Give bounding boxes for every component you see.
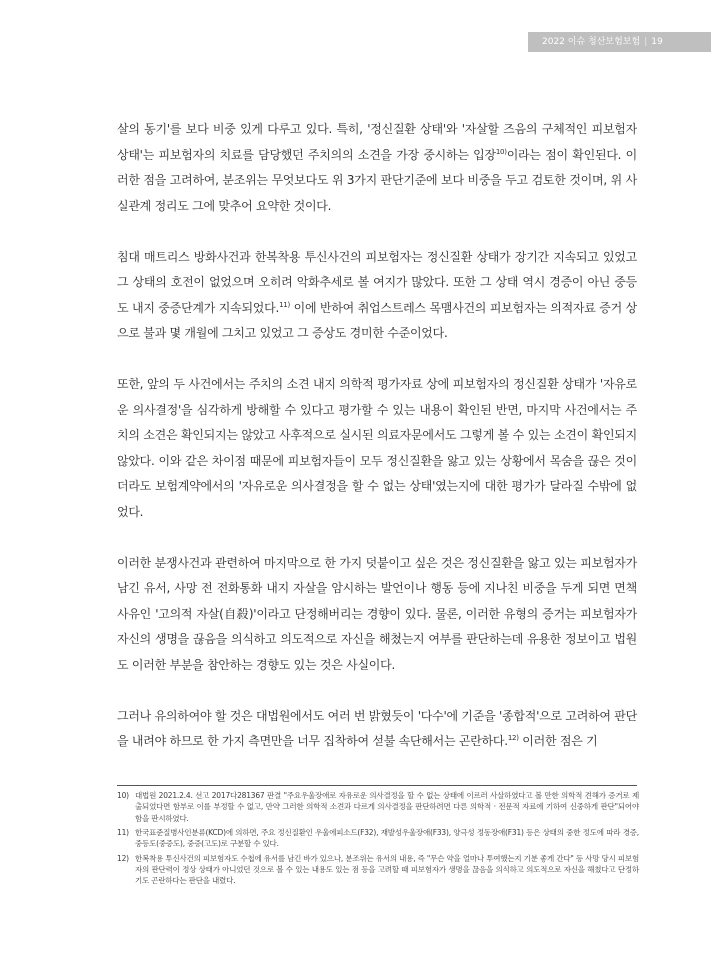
footnote-text: 대법원 2021.2.4. 선고 2017다281367 판결 "주요우울장애로 자유로운 의사결정을 할 수 없는 상태에 이르러 사살하였다고 볼 만한 의학적 견해가 증거로 제출되었다면 함부로 이를 부정할 수 없고, 만약 그러한 의학적 소견과 다르게 의사결정을 판단하려면 다른 의학적 · 전문적 자료에 기하여 신중하게 판단"되어야 함을 판시하였다. <box>135 791 639 823</box>
footnote-divider <box>117 785 637 786</box>
paragraph-5 <box>117 704 637 755</box>
paragraph-2-text-a: 침대 매트리스 방화사건과 한복착용 투신사건의 피보험자는 정신질환 상태가 장기간 지속되고 있었고 그 상태의 호전이 없었으며 오히려 악화추세로 볼 여지가 많았다. 또한 그 상태 역시 경증이 아닌 중등도 내지 중증단계가 지속되었다. <box>117 249 637 315</box>
footnote-ref-12: 12) <box>507 734 519 742</box>
footnote-text: 한국표준질병사인분류(KCD)에 의하면, 주요 정신질환인 우울에피소드(F32), 재발성우울장애(F33), 양극성 정동장애(F31) 등은 상태의 중한 정도에 따라 경증, 중등도(중증도), 중증(고도)로 구분할 수 있다. <box>135 828 639 849</box>
report-title: 2022 이슈 청산보험보험 <box>542 37 641 47</box>
paragraph-2-text-b: 이에 반하여 취업스트레스 목맴사건의 피보험자는 의적자료 증거 상으로 불과 몇 개월에 그치고 있었고 그 증상도 경미한 수준이었다. <box>117 300 637 340</box>
paragraph-5-text-b: 이러한 점은 기 <box>518 734 598 748</box>
paragraph-5-text-a: 그러나 유의하여야 할 것은 대법원에서도 여러 번 밝혔듯이 '다수'에 기준을 '종합적'으로 고려하여 판단을 내려야 하므로 한 가지 측면만을 너무 집착하여 섣불 속단해서는 곤란하다. <box>117 708 637 748</box>
body-text <box>117 117 637 755</box>
header-separator: | <box>644 37 648 47</box>
running-header <box>528 32 711 52</box>
paragraph-1-text-b: 이라는 점이 확인된다. 이러한 점을 고려하여, 분조위는 무엇보다도 위 3가지 판단기준에 보다 비중을 두고 검토한 것이며, 위 사실관계 정리도 그에 맞추어 요약한 것이다. <box>117 147 637 213</box>
footnote-11 <box>117 827 639 850</box>
footnote-12 <box>117 853 639 887</box>
paragraph-3: 또한, 앞의 두 사건에서는 주치의 소견 내지 의학적 평가자료 상에 피보험자의 정신질환 상태가 '자유로운 의사결정'을 심각하게 방해할 수 있다고 평가할 수 있는 내용이 확인된 반면, 마지막 사건에서는 주치의 소견은 확인되지는 않았고 사후적으로 실시된 의료자문에서도 그렇게 볼 수 있는 소견이 확인되지 않았다. 이와 같은 차이점 때문에 피보험자들이 모두 정신질환을 앓고 있는 상황에서 목숨을 끊은 것이더라도 보험계약에서의 '자유로운 의사결정을 할 수 없는 상태'였는지에 대한 평가가 달라질 수밖에 없었다. <box>117 377 637 519</box>
footnote-ref-11: 11) <box>279 300 290 309</box>
footnote-text: 한복착용 투신사건의 피보험자도 수첩에 유서를 남긴 바가 있으나, 분조위는 유서의 내용, 즉 "무슨 약을 얼마나 투여했는지 기분 좋게 간다" 등 사망 당시 피보험자의 판단력이 정상 상태가 아니었던 것으로 볼 수 있는 내용도 있는 점 등을 고려할 때 피보험자가 생명을 끊음을 의식하고 의도적으로 자신을 해쳤다고 단정하기도 곤란하다는 판단을 내렸다. <box>135 853 639 886</box>
paragraph-1-text-a: 살의 동기'를 보다 비중 있게 다루고 있다. 특히, '정신질환 상태'와 '자살할 즈음의 구체적인 피보험자 상태'는 피보험자의 치료를 담당했던 주치의의 소견을 가장 중시하는 입장 <box>117 122 637 162</box>
paragraph-1 <box>117 117 637 219</box>
paragraph-4: 이러한 분쟁사건과 관련하여 마지막으로 한 가지 덧붙이고 싶은 것은 정신질환을 앓고 있는 피보험자가 남긴 유서, 사망 전 전화통화 내지 자살을 암시하는 발언이나 행동 등에 지나친 비중을 두게 되면 면책사유인 '고의적 자살(自殺)'이라고 단정해버리는 경향이 있다. 물론, 이러한 유형의 증거는 피보험자가 자신의 생명을 끊음을 의식하고 의도적으로 자신을 해쳤는지 여부를 판단하는데 유용한 정보이고 법원도 이러한 부분을 참안하는 경향도 있는 것은 사실이다. <box>117 555 637 672</box>
paragraph-2 <box>117 245 637 347</box>
footnote-number: 11) <box>117 828 129 838</box>
footnote-10 <box>117 790 639 824</box>
footnote-number: 12) <box>117 853 129 863</box>
footnotes <box>117 790 639 890</box>
footnote-ref-10: 10) <box>495 147 507 156</box>
page-number: 19 <box>651 37 663 47</box>
footnote-number: 10) <box>117 791 129 800</box>
